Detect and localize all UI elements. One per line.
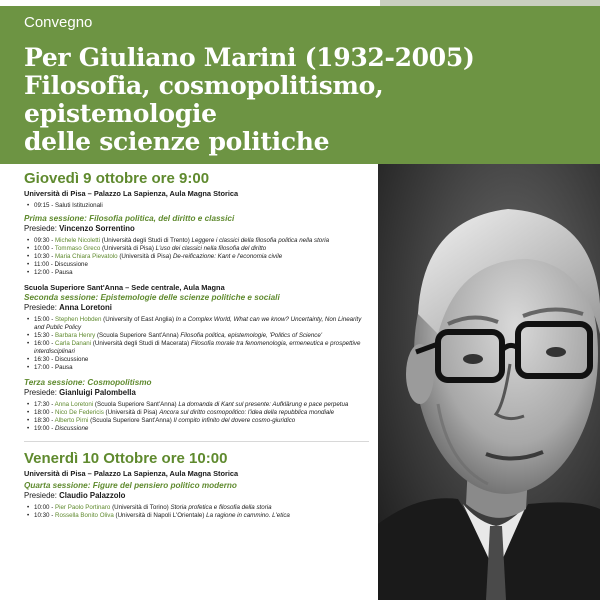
list-item: • 12:00 - Pausa <box>34 269 369 277</box>
item-time: 10:30 <box>34 512 50 519</box>
list-item: • 18:00 - Nico De Federicis (Università di Pisa) Ancora sul diritto cosmopolitico: l'idea della repubblica mondiale <box>34 409 369 417</box>
session1-list <box>24 237 369 277</box>
item-title: La ragione in cammino. L'etica <box>206 512 290 519</box>
day1-heading: Giovedì 9 ottobre ore 9:00 <box>24 170 210 187</box>
title-line-2: Filosofia, cosmopolitismo, epistemologie <box>24 71 384 128</box>
session2-chair <box>24 303 369 312</box>
session4-chair <box>24 491 369 500</box>
item-title: De-reificazione: Kant e l'economia civile <box>172 253 283 260</box>
item-affiliation: (Scuola Superiore Sant'Anna) <box>90 417 172 424</box>
item-title: Ancora sul diritto cosmopolitico: l'idea della repubblica mondiale <box>159 409 335 416</box>
item-time: 16:30 <box>34 356 50 363</box>
opening-list <box>24 202 369 210</box>
item-affiliation: (Università di Napoli L'Orientale) <box>115 512 205 519</box>
session3-chair <box>24 388 369 397</box>
list-item: • 15:30 - Barbara Henry (Scuola Superiore Sant'Anna) Filosofia politica, epistemologie, 'Politics of Science' <box>34 332 369 340</box>
item-time: 10:00 <box>34 245 50 252</box>
item-text: Pausa <box>54 269 73 276</box>
header-banner <box>0 6 600 164</box>
item-speaker: Rossella Bonito Oliva <box>54 512 114 519</box>
list-item: • 17:00 - Pausa <box>34 364 369 372</box>
item-time: 19:00 <box>34 425 50 432</box>
chair-name: Claudio Palazzolo <box>59 491 126 500</box>
list-item: • 10:30 - Maria Chiara Pievatolo (Università di Pisa) De-reificazione: Kant e l'economia civile <box>34 253 369 261</box>
item-title: L'uso dei classici nella filosofia del diritto <box>155 245 267 252</box>
event-type-label: Convegno <box>24 14 93 31</box>
chair-label: Presiede: <box>24 491 57 500</box>
item-affiliation: (Università di Pisa) <box>105 409 158 416</box>
day2-venue: Università di Pisa – Palazzo La Sapienza, Aula Magna Storica <box>24 469 239 478</box>
list-item: • 16:00 - Carla Danani (Università degli Studi di Macerata) Filosofia morale tra fenomenologia, ermeneutica e prospettive interdisciplinari <box>34 340 369 356</box>
item-title: Storia profetica e filosofia della storia <box>170 504 272 511</box>
item-speaker: Anna Loretoni <box>54 401 94 408</box>
title-line-1: Per Giuliano Marini (1932-2005) <box>24 43 475 72</box>
list-item: • 10:00 - Tommaso Greco (Università di Pisa) L'uso dei classici nella filosofia del diritto <box>34 245 369 253</box>
session1-chair <box>24 224 369 233</box>
list-item: • 15:00 - Stephen Hobden (University of East Anglia) In a Complex World, What can we know? Uncertainty, Non Linearity and Public Policy <box>34 316 369 332</box>
list-item: • 10:30 - Rossella Bonito Oliva (Università di Napoli L'Orientale) La ragione in cammino. L'etica <box>34 512 369 520</box>
item-affiliation: (Scuola Superiore Sant'Anna) <box>96 332 179 339</box>
list-item: • 09:30 - Michele Nicoletti (Università degli Studi di Trento) Leggere i classici della filosofia politica nella storia <box>34 237 369 245</box>
item-title: Leggere i classici della filosofia politica nella storia <box>191 237 330 244</box>
day2-heading: Venerdì 10 Ottobre ore 10:00 <box>24 450 228 467</box>
item-affiliation: (Università degli Studi di Macerata) <box>92 340 190 347</box>
item-time: 10:00 <box>34 504 50 511</box>
program-content <box>24 170 369 524</box>
item-affiliation: (Università degli Studi di Trento) <box>101 237 190 244</box>
session2-list <box>24 316 369 372</box>
item-text: Discussione <box>54 261 88 268</box>
session1-title: Prima sessione: Filosofia politica, del diritto e classici <box>24 214 235 223</box>
list-item: • 09:15 - Saluti Istituzionali <box>34 202 369 210</box>
item-text: Pausa <box>54 364 73 371</box>
item-speaker: Tommaso Greco <box>54 245 101 252</box>
day1-venue2: Scuola Superiore Sant'Anna – Sede centrale, Aula Magna <box>24 283 225 292</box>
list-item: • 11:00 - Discussione <box>34 261 369 269</box>
item-time: 16:00 <box>34 340 50 347</box>
session4-list <box>24 504 369 520</box>
item-time: 11:00 <box>34 261 50 268</box>
item-time: 15:30 <box>34 332 50 339</box>
chair-name: Gianluigi Palombella <box>59 388 136 397</box>
item-text: Saluti Istituzionali <box>54 202 103 209</box>
portrait-illustration <box>378 164 600 600</box>
chair-label: Presiede: <box>24 224 57 233</box>
item-time: 17:00 <box>34 364 50 371</box>
item-title: Filosofia morale tra fenomenologia, ermeneutica e prospettive interdisciplinari <box>34 340 361 355</box>
chair-label: Presiede: <box>24 388 57 397</box>
item-speaker: Pier Paolo Portinaro <box>54 504 111 511</box>
item-speaker: Alberto Pirni <box>54 417 89 424</box>
item-title: La domanda di Kant sul presente: Aufklärung e pace perpetua <box>178 401 349 408</box>
item-speaker: Maria Chiara Pievatolo <box>54 253 118 260</box>
chair-label: Presiede: <box>24 303 57 312</box>
item-text: Discussione <box>54 425 89 432</box>
item-time: 18:00 <box>34 409 50 416</box>
list-item: • 18:30 - Alberto Pirni (Scuola Superiore Sant'Anna) Il compito infinito del dovere cosmo-giuridico <box>34 417 369 425</box>
session3-title: Terza sessione: Cosmopolitismo <box>24 378 152 387</box>
item-time: 09:15 <box>34 202 50 209</box>
item-text: Discussione <box>54 356 89 363</box>
item-speaker: Michele Nicoletti <box>54 237 101 244</box>
item-speaker: Carla Danani <box>54 340 92 347</box>
item-time: 17:30 <box>34 401 50 408</box>
item-speaker: Barbara Henry <box>54 332 96 339</box>
chair-name: Vincenzo Sorrentino <box>59 224 135 233</box>
item-affiliation: (Università di Pisa) <box>102 245 154 252</box>
item-affiliation: (Scuola Superiore Sant'Anna) <box>94 401 177 408</box>
item-time: 10:30 <box>34 253 50 260</box>
item-time: 12:00 <box>34 269 50 276</box>
item-time: 09:30 <box>34 237 50 244</box>
title-line-3: delle scienze politiche <box>24 127 330 156</box>
event-title <box>24 44 584 156</box>
list-item: • 19:00 - Discussione <box>34 425 369 433</box>
portrait-photo <box>378 164 600 600</box>
item-affiliation: (Università di Pisa) <box>119 253 172 260</box>
item-affiliation: (University of East Anglia) <box>103 316 175 323</box>
list-item: • 17:30 - Anna Loretoni (Scuola Superiore Sant'Anna) La domanda di Kant sul presente: Aufklärung e pace perpetua <box>34 401 369 409</box>
item-speaker: Nico De Federicis <box>54 409 104 416</box>
item-title: Filosofia politica, epistemologie, 'Politics of Science' <box>180 332 323 339</box>
list-item: • 10:00 - Pier Paolo Portinaro (Università di Torino) Storia profetica e filosofia della storia <box>34 504 369 512</box>
session3-list <box>24 401 369 433</box>
day1-venue: Università di Pisa – Palazzo La Sapienza, Aula Magna Storica <box>24 189 239 198</box>
item-speaker: Stephen Hobden <box>54 316 102 323</box>
item-title: In a Complex World, What can we know? Uncertainty, Non Linearity and Public Policy <box>34 316 362 331</box>
item-affiliation: (Università di Torino) <box>112 504 169 511</box>
day-divider <box>24 441 369 442</box>
chair-name: Anna Loretoni <box>59 303 112 312</box>
list-item: • 16:30 - Discussione <box>34 356 369 364</box>
session4-title: Quarta sessione: Figure del pensiero politico moderno <box>24 481 237 490</box>
session2-title: Seconda sessione: Epistemologie delle scienze politiche e sociali <box>24 293 280 302</box>
item-time: 18:30 <box>34 417 50 424</box>
item-time: 15:00 <box>34 316 50 323</box>
item-title: Il compito infinito del dovere cosmo-giuridico <box>173 417 296 424</box>
